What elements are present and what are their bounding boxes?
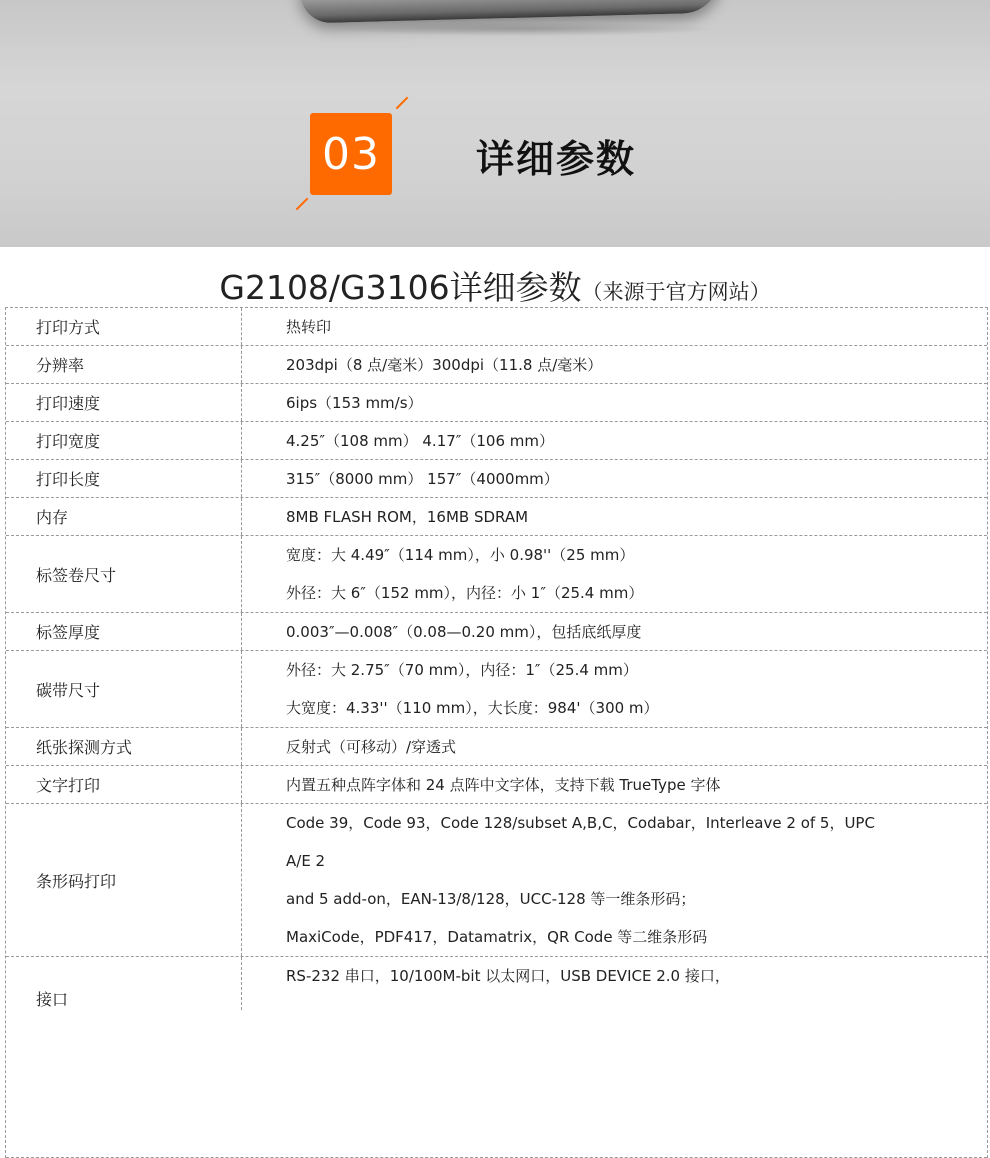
spec-label: 标签厚度 (6, 613, 242, 650)
spec-title-source: （来源于官方网站） (581, 280, 771, 304)
spec-value (242, 384, 987, 421)
spec-value-line: A/E 2 (286, 852, 326, 870)
spec-value (242, 804, 987, 956)
spec-label: 打印速度 (6, 384, 242, 421)
spec-value-line: 6ips（153 mm/s） (286, 394, 423, 412)
spec-label: 文字打印 (6, 766, 242, 803)
table-row (6, 766, 987, 804)
spec-value (242, 766, 987, 803)
spec-table-title (0, 262, 990, 309)
table-row (6, 498, 987, 536)
spec-label: 打印长度 (6, 460, 242, 497)
spec-value (242, 498, 987, 535)
spec-value (242, 460, 987, 497)
spec-label: 接口 (6, 957, 242, 1010)
spec-value-line: RS-232 串口，10/100M-bit 以太网口，USB DEVICE 2.0 接口， (286, 967, 730, 985)
table-row (6, 384, 987, 422)
spec-value-line: 315″（8000 mm） 157″（4000mm） (286, 470, 559, 488)
spec-label: 碳带尺寸 (6, 651, 242, 727)
spec-table (5, 307, 988, 1158)
decorative-line (296, 198, 309, 211)
spec-title-main: G2108/G3106详细参数 (219, 268, 582, 307)
table-row (6, 536, 987, 613)
spec-value-line: 外径：大 2.75″（70 mm），内径：1″（25.4 mm） (286, 661, 638, 679)
product-shadow (330, 22, 720, 36)
spec-value-line: 203dpi（8 点/毫米）300dpi（11.8 点/毫米） (286, 356, 603, 374)
spec-value-line: 外径：大 6″（152 mm），内径：小 1″（25.4 mm） (286, 584, 644, 602)
spec-value-line: and 5 add-on，EAN-13/8/128，UCC-128 等一维条形码； (286, 890, 696, 908)
spec-value (242, 613, 987, 650)
table-row (6, 957, 987, 1158)
section-title: 详细参数 (476, 137, 637, 181)
spec-value-line: MaxiCode，PDF417，Datamatrix，QR Code 等二维条形码 (286, 928, 708, 946)
decorative-line (396, 97, 409, 110)
section-number-badge: 03 (310, 113, 392, 195)
spec-label: 打印宽度 (6, 422, 242, 459)
spec-value (242, 957, 987, 995)
spec-value-line: Code 39，Code 93，Code 128/subset A,B,C，Codabar，Interleave 2 of 5，UPC (286, 814, 875, 832)
spec-value-line: 热转印 (286, 318, 332, 336)
table-row (6, 728, 987, 766)
spec-label: 打印方式 (6, 308, 242, 345)
spec-label: 分辨率 (6, 346, 242, 383)
table-row (6, 651, 987, 728)
spec-label: 内存 (6, 498, 242, 535)
spec-value-line: 反射式（可移动）/穿透式 (286, 738, 457, 756)
spec-label: 条形码打印 (6, 804, 242, 956)
spec-value (242, 536, 987, 612)
spec-value-line: 8MB FLASH ROM，16MB SDRAM (286, 508, 529, 526)
spec-value-line: 宽度：大 4.49″（114 mm），小 0.98''（25 mm） (286, 546, 635, 564)
table-row (6, 460, 987, 498)
spec-value-line: 4.25″（108 mm） 4.17″（106 mm） (286, 432, 555, 450)
header-banner (0, 0, 990, 247)
spec-value (242, 728, 987, 765)
table-row (6, 613, 987, 651)
spec-value-line: 内置五种点阵字体和 24 点阵中文字体，支持下载 TrueType 字体 (286, 776, 721, 794)
spec-label: 标签卷尺寸 (6, 536, 242, 612)
table-row (6, 422, 987, 460)
printer-product-image (299, 0, 721, 23)
spec-value-line: 大宽度：4.33''（110 mm），大长度：984'（300 m） (286, 699, 659, 717)
spec-label: 纸张探测方式 (6, 728, 242, 765)
spec-value (242, 346, 987, 383)
spec-value (242, 308, 987, 345)
table-row (6, 346, 987, 384)
spec-value (242, 651, 987, 727)
spec-value (242, 422, 987, 459)
table-row (6, 308, 987, 346)
spec-value-line: 0.003″—0.008″（0.08—0.20 mm），包括底纸厚度 (286, 623, 642, 641)
table-row (6, 804, 987, 957)
